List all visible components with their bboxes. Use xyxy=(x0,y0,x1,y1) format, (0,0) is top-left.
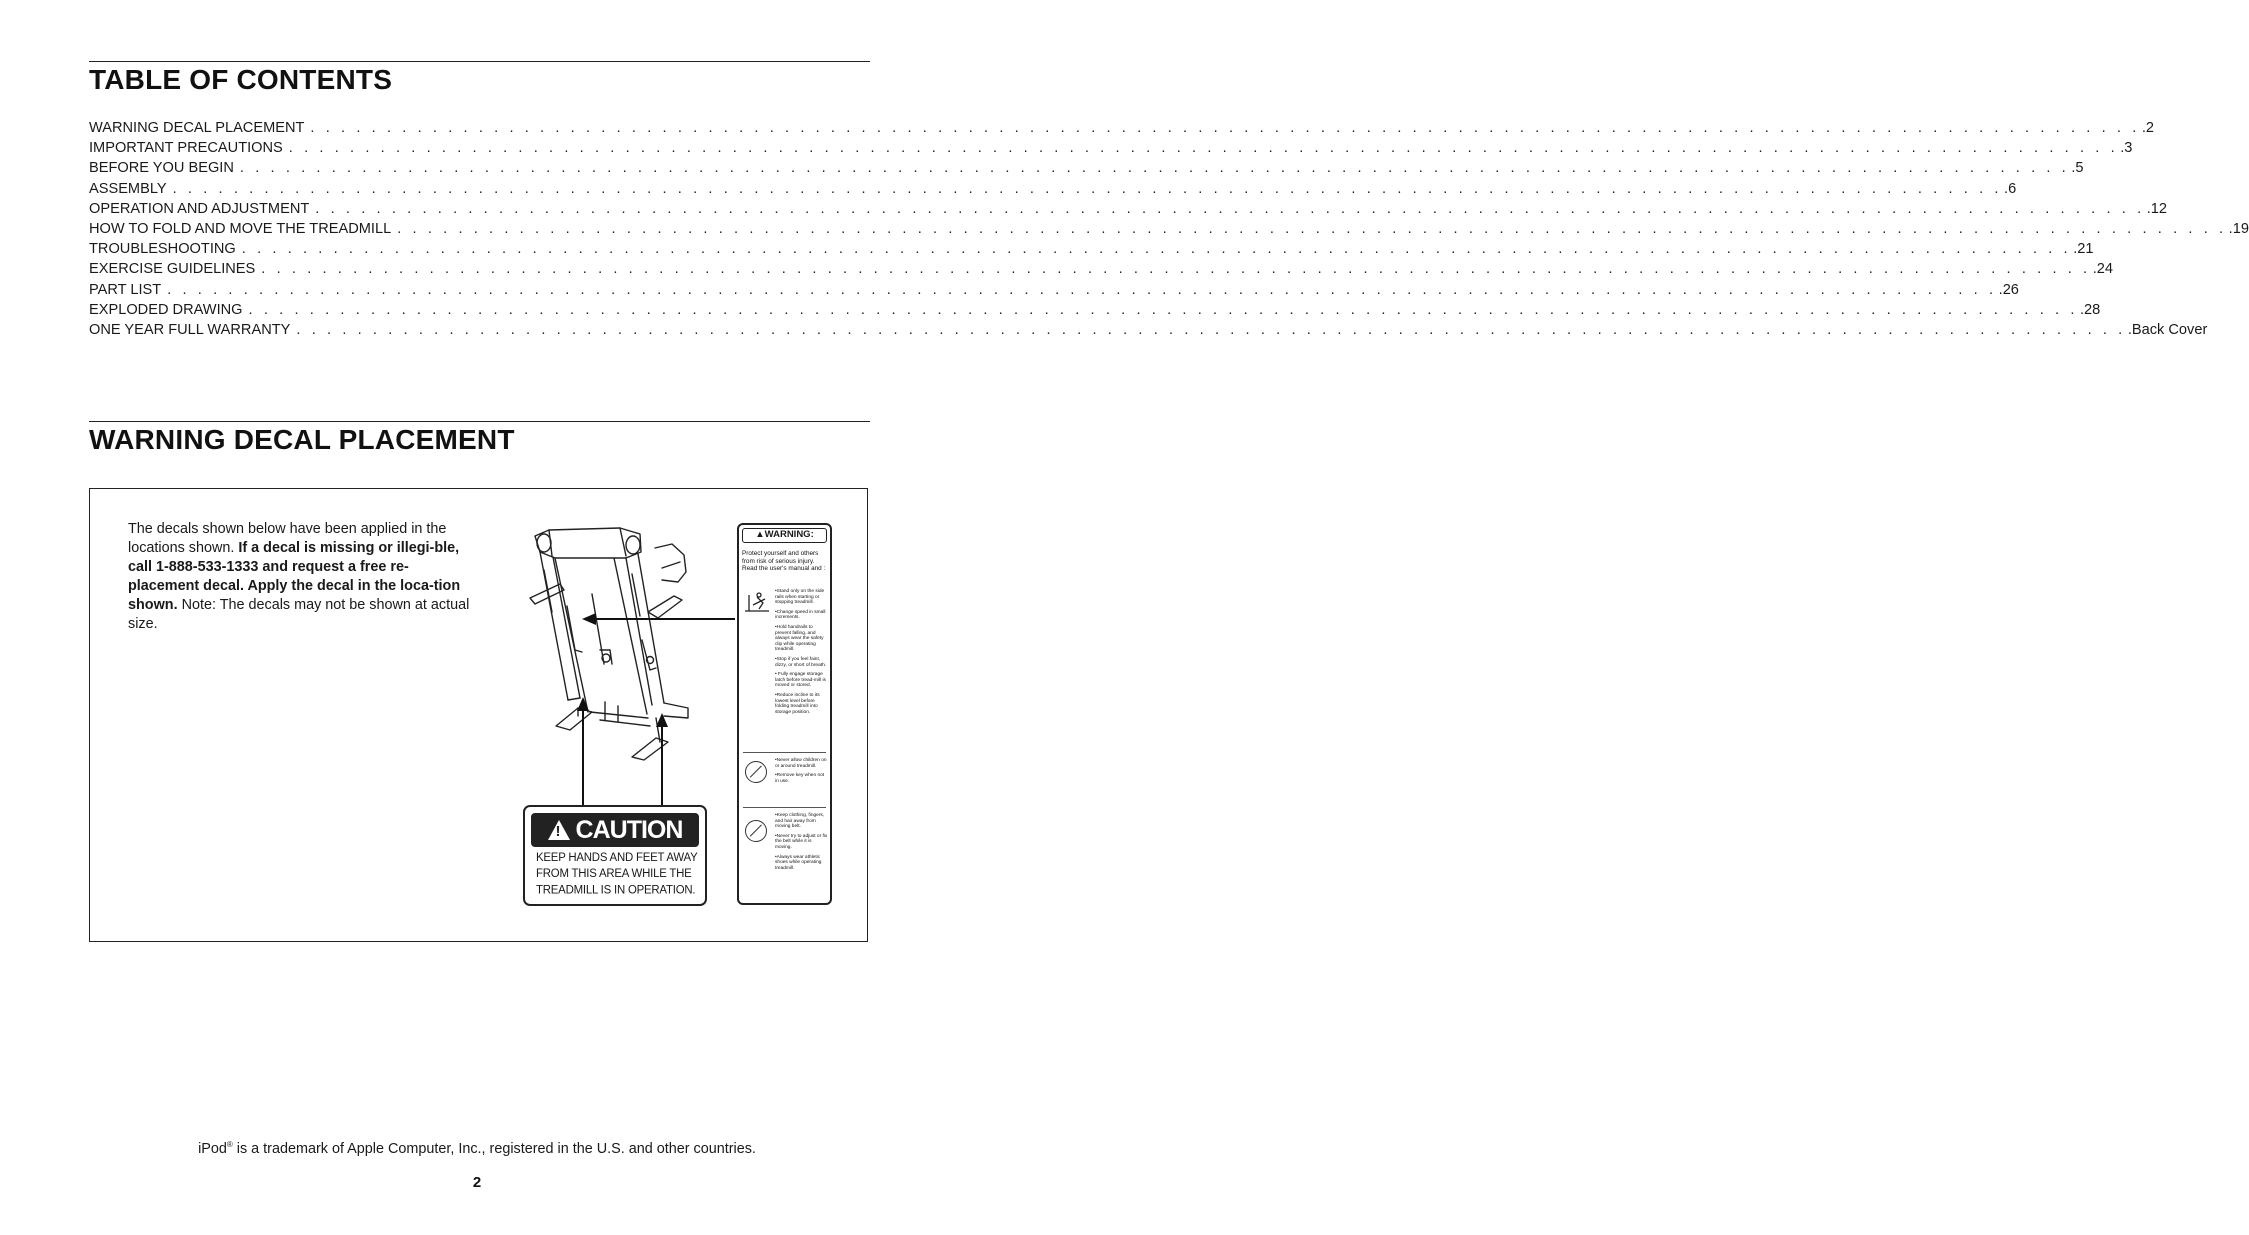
toc-entry xyxy=(89,321,2208,342)
toc-entry xyxy=(89,140,2133,160)
toc-entry-title: IMPORTANT PRECAUTIONS xyxy=(89,140,283,157)
toc-entry-leader: . . . . . . . . . . . . . . . . . . . . . . . . . . . . . . . . . . . . . . . . . . . . . . . . . . . . . . . . . . . . . . . . . . . . . . . . . . . . . . . . . . . . . . . . . . . . . . . . . . . . . . . . . . . . . . . . . . . . . . . . xyxy=(310,120,2140,136)
toc-entry-leader: . . . . . . . . . . . . . . . . . . . . . . . . . . . . . . . . . . . . . . . . . . . . . . . . . . . . . . . . . . . . . . . . . . . . . . . . . . . . . . . . . . . . . . . . . . . . . . . . . . . . . . . . . . . . . . . . . . . . . . . . xyxy=(288,140,2119,157)
warning-bullet: •Remove key when not in use. xyxy=(775,773,825,784)
decal-bold-text: If a decal is missing or illegi-ble, call 1-888-533-1333 and request a free re-placement decal. Apply the decal in the loca-tion shown. xyxy=(128,540,461,613)
trademark-brand: iPod xyxy=(198,1140,227,1157)
caution-decal xyxy=(523,805,707,906)
decal-note-text: Note: The decals may not be shown at actual size. xyxy=(128,597,470,632)
toc-entry-leader: . . . . . . . . . . . . . . . . . . . . . . . . . . . . . . . . . . . . . . . . . . . . . . . . . . . . . . . . . . . . . . . . . . . . . . . . . . . . . . . . . . . . . . . . . . . . . . . . . . . . . . . . . . . . . . . . . . . . . . . . xyxy=(261,261,2091,278)
toc-entry-title: EXERCISE GUIDELINES xyxy=(89,261,256,278)
toc-entry-page: .21 xyxy=(2073,241,2094,258)
toc-entry-page: .28 xyxy=(2079,301,2101,318)
toc-entry xyxy=(89,180,2017,201)
toc-entry-title: ONE YEAR FULL WARRANTY xyxy=(89,321,291,338)
toc-top-rule xyxy=(89,61,870,62)
toc-entry-title: TROUBLESHOOTING xyxy=(89,241,236,258)
warning-triangle-icon xyxy=(548,820,570,840)
toc-entry xyxy=(89,301,2101,322)
warning-group-1 xyxy=(775,589,828,719)
warning-group-3 xyxy=(775,813,828,875)
warning-bullet: •Never try to adjust or fix the belt while it is moving. xyxy=(775,833,828,850)
caution-decal-text xyxy=(536,850,699,899)
toc-entry xyxy=(89,200,2168,221)
toc-entry-title: HOW TO FOLD AND MOVE THE TREADMILL xyxy=(89,220,392,237)
toc-entry-leader: . . . . . . . . . . . . . . . . . . . . . . . . . . . . . . . . . . . . . . . . . . . . . . . . . . . . . . . . . . . . . . . . . . . . . . . . . . . . . . . . . . . . . . . . . . . . . . . . . . . . . . . . . . . . . . . . . . . . . . . . xyxy=(239,160,2070,177)
toc-entry xyxy=(89,241,2094,261)
toc-entry-page: .3 xyxy=(2120,140,2133,157)
toc-entry xyxy=(89,220,2249,241)
toc-entry xyxy=(89,281,2019,302)
toc-entry-page: .19 xyxy=(2228,220,2249,237)
warning-divider xyxy=(743,752,826,753)
toc-entry xyxy=(89,120,2155,140)
registered-mark: ® xyxy=(226,1140,233,1149)
toc-entry-title: ASSEMBLY xyxy=(89,180,167,197)
warning-group-2 xyxy=(775,758,828,788)
warning-bullet: •Always wear athletic shoes while operating treadmill. xyxy=(775,854,822,871)
toc-entry-page: .2 xyxy=(2141,120,2155,136)
decal-instructions xyxy=(128,520,478,634)
caution-line: KEEP HANDS AND FEET AWAY xyxy=(536,851,698,865)
warning-bullet: •Stop if you feel faint, dizzy, or short of breath. xyxy=(775,656,827,668)
warning-bullet: • Fully engage storage latch before tread-mill is moved or stored. xyxy=(775,672,826,689)
decal-top-rule xyxy=(89,421,870,422)
warning-bullet: •Never allow children on or around treadmill. xyxy=(775,758,827,769)
toc-entry-page: .24 xyxy=(2092,261,2114,278)
warning-bullet: •Reduce incline to its lowest level before folding treadmill into storage position. xyxy=(775,692,820,715)
warning-bullet: •Stand only on the side rails when starting or stopping treadmill. xyxy=(775,589,825,606)
caution-decal-header xyxy=(531,813,699,847)
toc-entry-leader: . . . . . . . . . . . . . . . . . . . . . . . . . . . . . . . . . . . . . . . . . . . . . . . . . . . . . . . . . . . . . . . . . . . . . . . . . . . . . . . . . . . . . . . . . . . . . . . . . . . . . . . . . . . . . . . . . . . . . . . . xyxy=(397,220,2227,237)
toc-entry-page: .Back Cover xyxy=(2127,321,2208,338)
toc-entry-title: OPERATION AND ADJUSTMENT xyxy=(89,200,310,217)
trademark-text: is a trademark of Apple Computer, Inc., registered in the U.S. and other countries. xyxy=(232,1140,756,1157)
warning-label: WARNING: xyxy=(764,529,814,540)
toc-heading: TABLE OF CONTENTS xyxy=(89,64,393,95)
warning-bullet: •Hold handrails to prevent falling, and always wear the safety clip while operating treadmill. xyxy=(775,624,824,653)
toc-entry-leader: . . . . . . . . . . . . . . . . . . . . . . . . . . . . . . . . . . . . . . . . . . . . . . . . . . . . . . . . . . . . . . . . . . . . . . . . . . . . . . . . . . . . . . . . . . . . . . . . . . . . . . . . . . . . . . . . . . . . . . . . xyxy=(296,321,2126,338)
page-number: 2 xyxy=(472,1174,482,1191)
toc-entry-title: BEFORE YOU BEGIN xyxy=(89,160,234,177)
toc-entry-page: .26 xyxy=(1998,281,2019,298)
no-children-icon xyxy=(745,761,767,783)
toc-entry xyxy=(89,160,2084,180)
moving-belt-icon xyxy=(745,820,767,842)
warning-bullet: •Change speed in small increments. xyxy=(775,609,826,621)
caution-label: CAUTION xyxy=(575,815,683,844)
caution-line: FROM THIS AREA WHILE THE xyxy=(536,867,692,881)
stand-on-rails-icon xyxy=(743,591,771,613)
toc-entry-page: .12 xyxy=(2146,200,2168,217)
toc-entry-leader: . . . . . . . . . . . . . . . . . . . . . . . . . . . . . . . . . . . . . . . . . . . . . . . . . . . . . . . . . . . . . . . . . . . . . . . . . . . . . . . . . . . . . . . . . . . . . . . . . . . . . . . . . . . . . . . . . . . . . . . . xyxy=(167,281,1997,298)
toc-entry-leader: . . . . . . . . . . . . . . . . . . . . . . . . . . . . . . . . . . . . . . . . . . . . . . . . . . . . . . . . . . . . . . . . . . . . . . . . . . . . . . . . . . . . . . . . . . . . . . . . . . . . . . . . . . . . . . . . . . . . . . . . xyxy=(315,200,2145,217)
toc-entry-title: EXPLODED DRAWING xyxy=(89,301,243,318)
toc-entry-title: WARNING DECAL PLACEMENT xyxy=(89,120,305,136)
toc-entry xyxy=(89,261,2114,281)
warning-decal-header: ▲WARNING: xyxy=(742,528,827,543)
warning-decal xyxy=(737,523,832,905)
trademark-notice xyxy=(0,1140,954,1157)
warning-divider xyxy=(743,807,826,808)
caution-line: TREADMILL IS IN OPERATION. xyxy=(536,883,696,897)
warning-decal-intro: Protect yourself and others from risk of serious injury. Read the user's manual and : xyxy=(742,550,826,573)
toc-entry-leader: . . . . . . . . . . . . . . . . . . . . . . . . . . . . . . . . . . . . . . . . . . . . . . . . . . . . . . . . . . . . . . . . . . . . . . . . . . . . . . . . . . . . . . . . . . . . . . . . . . . . . . . . . . . . . . . . . . . . . . . . xyxy=(172,180,2003,197)
toc-entry-page: .5 xyxy=(2071,160,2084,177)
decal-heading: WARNING DECAL PLACEMENT xyxy=(89,424,515,455)
toc-entry-page: .6 xyxy=(2004,180,2017,197)
toc-entry-leader: . . . . . . . . . . . . . . . . . . . . . . . . . . . . . . . . . . . . . . . . . . . . . . . . . . . . . . . . . . . . . . . . . . . . . . . . . . . . . . . . . . . . . . . . . . . . . . . . . . . . . . . . . . . . . . . . . . . . . . . . xyxy=(241,241,2072,258)
table-of-contents xyxy=(89,120,2249,342)
toc-entry-title: PART LIST xyxy=(89,281,162,298)
warning-bullet: •Keep clothing, fingers, and hair away from moving belt. xyxy=(775,813,825,830)
toc-entry-leader: . . . . . . . . . . . . . . . . . . . . . . . . . . . . . . . . . . . . . . . . . . . . . . . . . . . . . . . . . . . . . . . . . . . . . . . . . . . . . . . . . . . . . . . . . . . . . . . . . . . . . . . . . . . . . . . . . . . . . . . . xyxy=(248,301,2078,318)
decal-intro-text: The decals shown below have been applied in the locations shown. xyxy=(128,521,447,556)
